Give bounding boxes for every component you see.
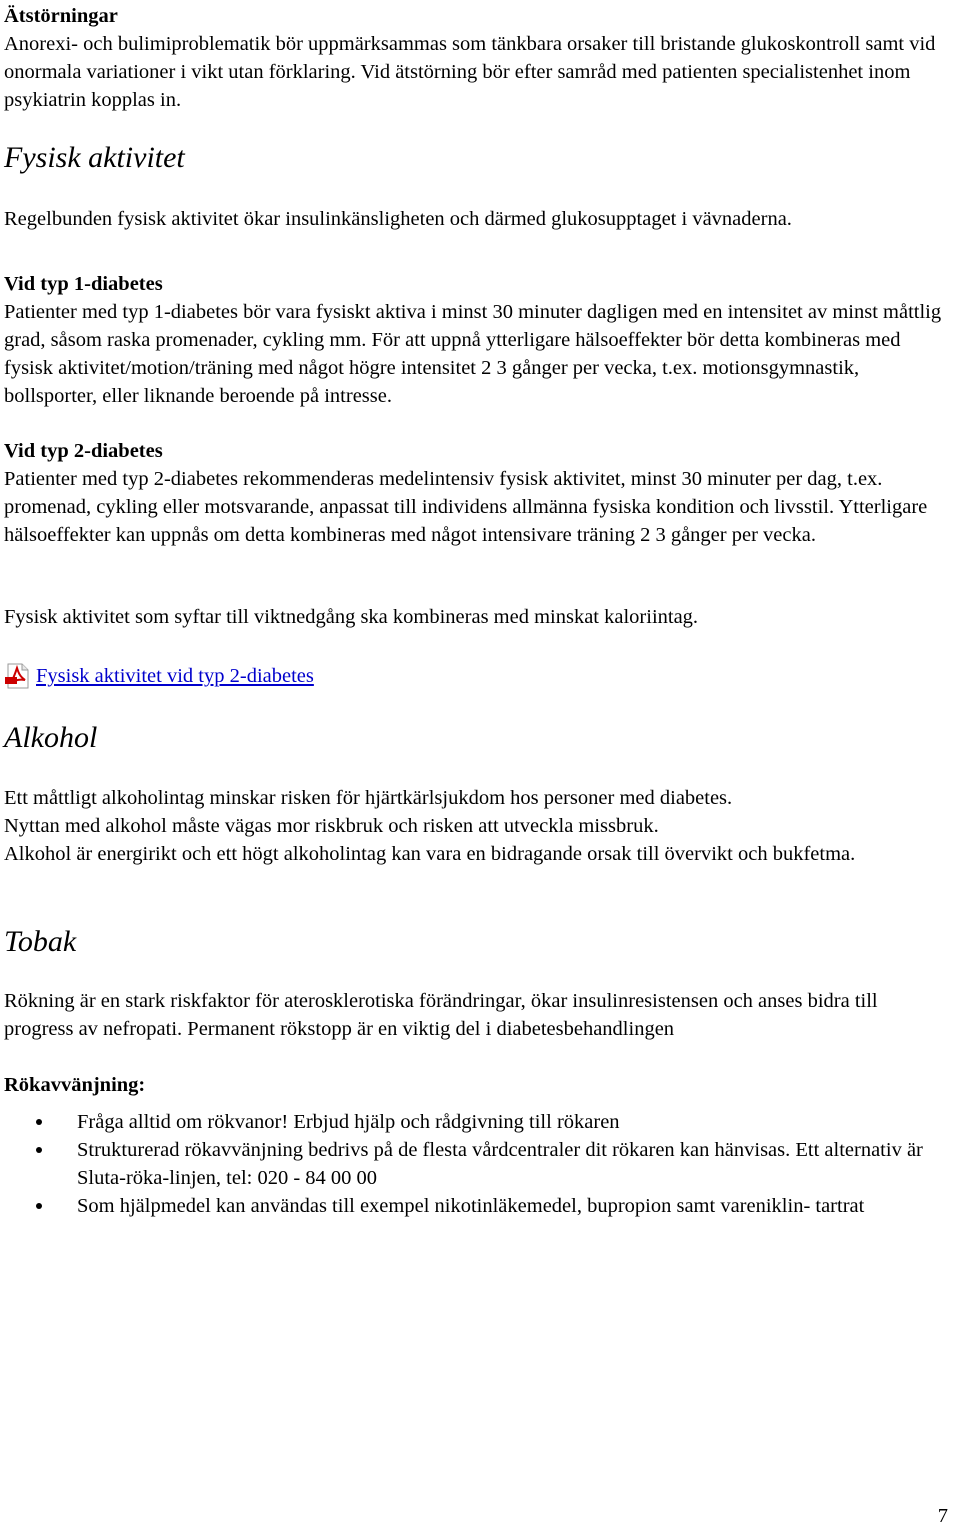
list-item xyxy=(4,1136,952,1192)
type2-heading: Vid typ 2-diabetes xyxy=(4,440,163,462)
alcohol-heading: Alkohol xyxy=(4,721,98,754)
physical-activity-heading: Fysisk aktivitet xyxy=(4,141,185,174)
weightloss-text: Fysisk aktivitet som syftar till viktnedgång ska kombineras med minskat kaloriintag. xyxy=(4,606,699,628)
tobacco-heading: Tobak xyxy=(4,925,77,958)
list-item-text: Strukturerad rökavvänjning bedrivs på de flesta vårdcentraler dit rökaren kan hänvisas. Ett alternativ är Sluta-röka-linjen, tel: 020 - 84 00 00 xyxy=(77,1139,923,1189)
bullet-icon xyxy=(36,1203,42,1209)
page-number: 7 xyxy=(937,1505,948,1527)
pdf-icon[interactable] xyxy=(4,663,32,689)
pdf-link-row[interactable] xyxy=(4,662,314,690)
physical-activity-intro: Regelbunden fysisk aktivitet ökar insulinkänsligheten och därmed glukosupptaget i vävnaderna. xyxy=(4,208,792,230)
type2-text: Patienter med typ 2-diabetes rekommenderas medelintensiv fysisk aktivitet, minst 30 minuter per dag, t.ex. promenad, cykling eller motsvarande, anpassat till individens allmänna fysiska kondition och livsstil. Ytterligare hälsoeffekter kan uppnås om detta kombineras med något intensivare träning 2 3 gånger per vecka. xyxy=(4,468,928,546)
bullet-icon xyxy=(36,1147,42,1153)
type1-text: Patienter med typ 1-diabetes bör vara fysiskt aktiva i minst 30 minuter dagligen med en intensitet av minst måttlig grad, såsom raska promenader, cykling mm. För att uppnå ytterligare hälsoeffekter bör detta kombineras med fysisk aktivitet/motion/träning med något högre intensitet 2 3 gånger per vecka, t.ex. motionsgymnastik, bollsporter, eller liknande beroende på intresse. xyxy=(4,301,942,407)
alcohol-line-3: Alkohol är energirikt och ett högt alkoholintag kan vara en bidragande orsak till övervikt och bukfetma. xyxy=(4,843,856,865)
bullet-icon xyxy=(36,1119,42,1125)
tobacco-text: Rökning är en stark riskfaktor för aterosklerotiska förändringar, ökar insulinresistensen och anses bidra till progress av nefropati. Permanent rökstopp är en viktig del i diabetesbehandlingen xyxy=(4,990,878,1040)
alcohol-section xyxy=(4,784,952,868)
list-item xyxy=(4,1108,952,1136)
eating-disorders-text: Anorexi- och bulimiproblematik bör uppmärksammas som tänkbara orsaker till bristande glukoskontroll samt vid onormala variationer i vikt utan förklaring. Vid ätstörning bör efter samråd med patienten specialistenhet inom psykiatrin kopplas in. xyxy=(4,33,936,111)
pdf-link-physical-activity[interactable]: Fysisk aktivitet vid typ 2-diabetes xyxy=(36,665,314,687)
type2-section xyxy=(4,437,952,549)
type1-heading: Vid typ 1-diabetes xyxy=(4,273,163,295)
cessation-list xyxy=(4,1108,952,1220)
cessation-heading: Rökavvänjning: xyxy=(4,1074,146,1096)
eating-disorders-heading: Ätstörningar xyxy=(4,5,118,27)
alcohol-line-2: Nyttan med alkohol måste vägas mor riskbruk och risken att utveckla missbruk. xyxy=(4,815,659,837)
eating-disorders-section xyxy=(4,2,952,114)
list-item xyxy=(4,1192,952,1220)
list-item-text: Som hjälpmedel kan användas till exempel nikotinläkemedel, bupropion samt vareniklin- tartrat xyxy=(77,1195,865,1217)
alcohol-line-1: Ett måttligt alkoholintag minskar risken för hjärtkärlsjukdom hos personer med diabetes. xyxy=(4,787,733,809)
list-item-text: Fråga alltid om rökvanor! Erbjud hjälp och rådgivning till rökaren xyxy=(77,1111,620,1133)
type1-section xyxy=(4,270,952,410)
